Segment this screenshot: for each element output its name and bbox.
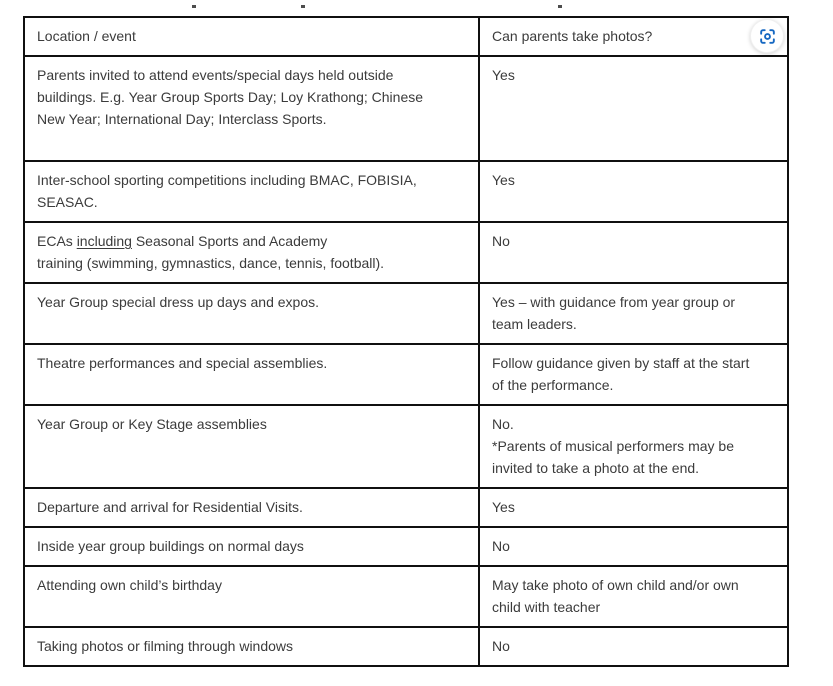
answer-cell: No. *Parents of musical performers may be invited to take a photo at the end.	[479, 405, 788, 488]
location-cell: Attending own child’s birthday	[24, 566, 479, 627]
table-row	[24, 283, 788, 344]
answer-cell: Yes	[479, 488, 788, 527]
header-location	[24, 17, 479, 56]
location-cell: Inter-school sporting competitions including BMAC, FOBISIA, SEASAC.	[24, 161, 479, 222]
answer-cell: No	[479, 222, 788, 283]
table-row	[24, 566, 788, 627]
header-answer-label: Can parents take photos?	[492, 28, 653, 44]
text-remnant-mark	[301, 5, 305, 8]
header-answer	[479, 17, 788, 56]
focus-capture-button[interactable]	[750, 19, 784, 53]
answer-cell: Yes	[479, 56, 788, 161]
table-header-row	[24, 17, 788, 56]
location-cell: Year Group or Key Stage assemblies	[24, 405, 479, 488]
table-row	[24, 527, 788, 566]
text-remnant-mark	[192, 5, 196, 8]
answer-cell: Yes – with guidance from year group or team leaders.	[479, 283, 788, 344]
table-row	[24, 488, 788, 527]
answer-cell: No	[479, 527, 788, 566]
text-remnant-mark	[558, 5, 562, 8]
focus-capture-icon	[758, 27, 777, 46]
location-cell: ECAs including Seasonal Sports and Academy training (swimming, gymnastics, dance, tennis, football).	[24, 222, 479, 283]
location-cell: Inside year group buildings on normal days	[24, 527, 479, 566]
location-cell: Departure and arrival for Residential Visits.	[24, 488, 479, 527]
header-location-label: Location / event	[37, 28, 136, 44]
table-row	[24, 56, 788, 161]
table-body	[24, 56, 788, 666]
table-row	[24, 627, 788, 666]
location-cell: Taking photos or filming through windows	[24, 627, 479, 666]
table-row	[24, 222, 788, 283]
location-cell: Theatre performances and special assemblies.	[24, 344, 479, 405]
table-row	[24, 344, 788, 405]
photo-policy-table	[23, 16, 789, 667]
location-cell: Year Group special dress up days and expos.	[24, 283, 479, 344]
answer-cell: May take photo of own child and/or own child with teacher	[479, 566, 788, 627]
location-cell: Parents invited to attend events/special days held outside buildings. E.g. Year Group Sports Day; Loy Krathong; Chinese New Year; International Day; Interclass Sports.	[24, 56, 479, 161]
answer-cell: Follow guidance given by staff at the start of the performance.	[479, 344, 788, 405]
table-row	[24, 405, 788, 488]
table-row	[24, 161, 788, 222]
answer-cell: No	[479, 627, 788, 666]
answer-cell: Yes	[479, 161, 788, 222]
